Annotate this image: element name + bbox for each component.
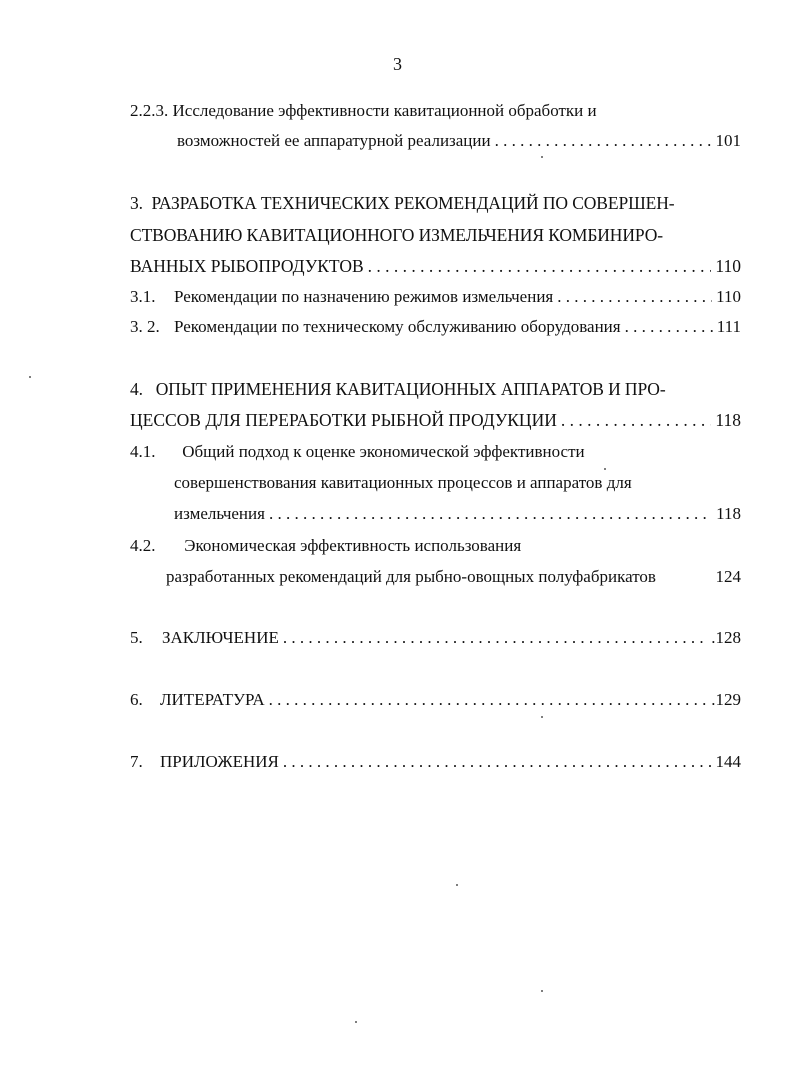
toc-entry-4-1-line2: совершенствования кавитационных процессов и аппаратов для: [174, 473, 632, 492]
toc-entry-number: 2.2.3.: [130, 101, 169, 120]
dot-leader: [495, 130, 712, 152]
toc-section-3-line1[interactable]: [130, 192, 675, 214]
page-number: 3: [393, 54, 402, 74]
toc-section-3-line2: СТВОВАНИЮ КАВИТАЦИОННОГО ИЗМЕЛЬЧЕНИЯ КОМБИНИРО-: [130, 225, 663, 245]
toc-entry-title: Общий подход к оценке экономической эффективности: [182, 442, 585, 461]
toc-entry-title-cont: ВАННЫХ РЫБОПРОДУКТОВ: [130, 256, 364, 276]
toc-section-4-line1[interactable]: [130, 378, 666, 400]
scan-speck: [541, 990, 543, 992]
dot-leader: [557, 286, 712, 308]
toc-entry-2-2-3-line1[interactable]: [130, 100, 597, 122]
toc-entry-number: 6.: [130, 690, 143, 709]
toc-entry-title: ЛИТЕРАТУРА: [160, 690, 265, 709]
toc-entry-number: 3.: [130, 193, 143, 213]
toc-entry-4-2-line1[interactable]: [130, 535, 521, 557]
scan-speck: [29, 376, 31, 378]
scan-speck: [541, 156, 543, 158]
toc-entry-title: Экономическая эффективность использования: [184, 536, 522, 555]
toc-page-number: 110: [716, 287, 741, 306]
toc-entry-title: ОПЫТ ПРИМЕНЕНИЯ КАВИТАЦИОННЫХ АППАРАТОВ И ПРО-: [155, 379, 666, 399]
toc-entry-3-2[interactable]: [130, 316, 741, 338]
toc-page-number: 111: [716, 317, 741, 336]
toc-entry-title: Рекомендации по назначению режимов измельчения: [174, 287, 554, 306]
toc-page-number: 110: [715, 256, 741, 276]
toc-entry-2-2-3-line2[interactable]: [177, 130, 741, 152]
dot-leader: [368, 255, 712, 277]
toc-entry-7[interactable]: [130, 751, 741, 773]
scan-speck: [604, 468, 606, 470]
toc-entry-title-cont: разработанных рекомендаций для рыбно-овощных полуфабрикатов: [166, 567, 656, 586]
toc-page-number: 101: [715, 131, 741, 150]
scan-speck: [541, 716, 543, 718]
toc-entry-title-cont: ЦЕССОВ ДЛЯ ПЕРЕРАБОТКИ РЫБНОЙ ПРОДУКЦИИ: [130, 410, 557, 430]
dot-leader: [269, 689, 708, 711]
toc-entry-5[interactable]: [130, 627, 741, 649]
scan-speck: [355, 1021, 357, 1023]
toc-entry-title: ПРИЛОЖЕНИЯ: [160, 752, 279, 771]
toc-entry-4-1-line3[interactable]: [174, 503, 741, 525]
toc-entry-number: 3. 2.: [130, 317, 160, 336]
toc-section-4-line2[interactable]: [130, 409, 741, 431]
toc-entry-number: 4.2.: [130, 536, 156, 555]
toc-page-number: 124: [715, 567, 741, 586]
toc-entry-6[interactable]: [130, 689, 741, 711]
toc-entry-4-2-line2[interactable]: [166, 566, 741, 588]
toc-entry-4-1-line1[interactable]: [130, 441, 585, 463]
toc-entry-title: Исследование эффективности кавитационной обработки и: [172, 101, 597, 120]
dot-leader: [625, 316, 713, 338]
toc-page-number: .128: [711, 628, 741, 647]
dot-leader: [269, 503, 712, 525]
toc-entry-title: ЗАКЛЮЧЕНИЕ: [162, 628, 279, 647]
scan-speck: [456, 884, 458, 886]
toc-entry-number: 3.1.: [130, 287, 156, 306]
dot-leader: [283, 627, 707, 649]
toc-entry-title: РАЗРАБОТКА ТЕХНИЧЕСКИХ РЕКОМЕНДАЦИЙ ПО СОВЕРШЕН-: [151, 193, 675, 213]
toc-entry-title: Рекомендации по техническому обслуживанию оборудования: [174, 317, 621, 336]
dot-leader: [561, 409, 712, 431]
toc-page-number: 118: [715, 410, 741, 430]
toc-entry-number: 5.: [130, 628, 143, 647]
toc-entry-title-cont: возможностей ее аппаратурной реализации: [177, 131, 491, 150]
toc-page-number: .129: [711, 690, 741, 709]
toc-page-number: 144: [715, 752, 741, 771]
toc-entry-title-cont: измельчения: [174, 504, 265, 523]
toc-entry-3-1[interactable]: [130, 286, 741, 308]
toc-entry-number: 4.: [130, 379, 143, 399]
toc-page-number: 118: [716, 504, 741, 523]
toc-entry-number: 7.: [130, 752, 143, 771]
toc-entry-number: 4.1.: [130, 442, 156, 461]
dot-leader: [283, 751, 712, 773]
toc-section-3-line3[interactable]: [130, 255, 741, 277]
